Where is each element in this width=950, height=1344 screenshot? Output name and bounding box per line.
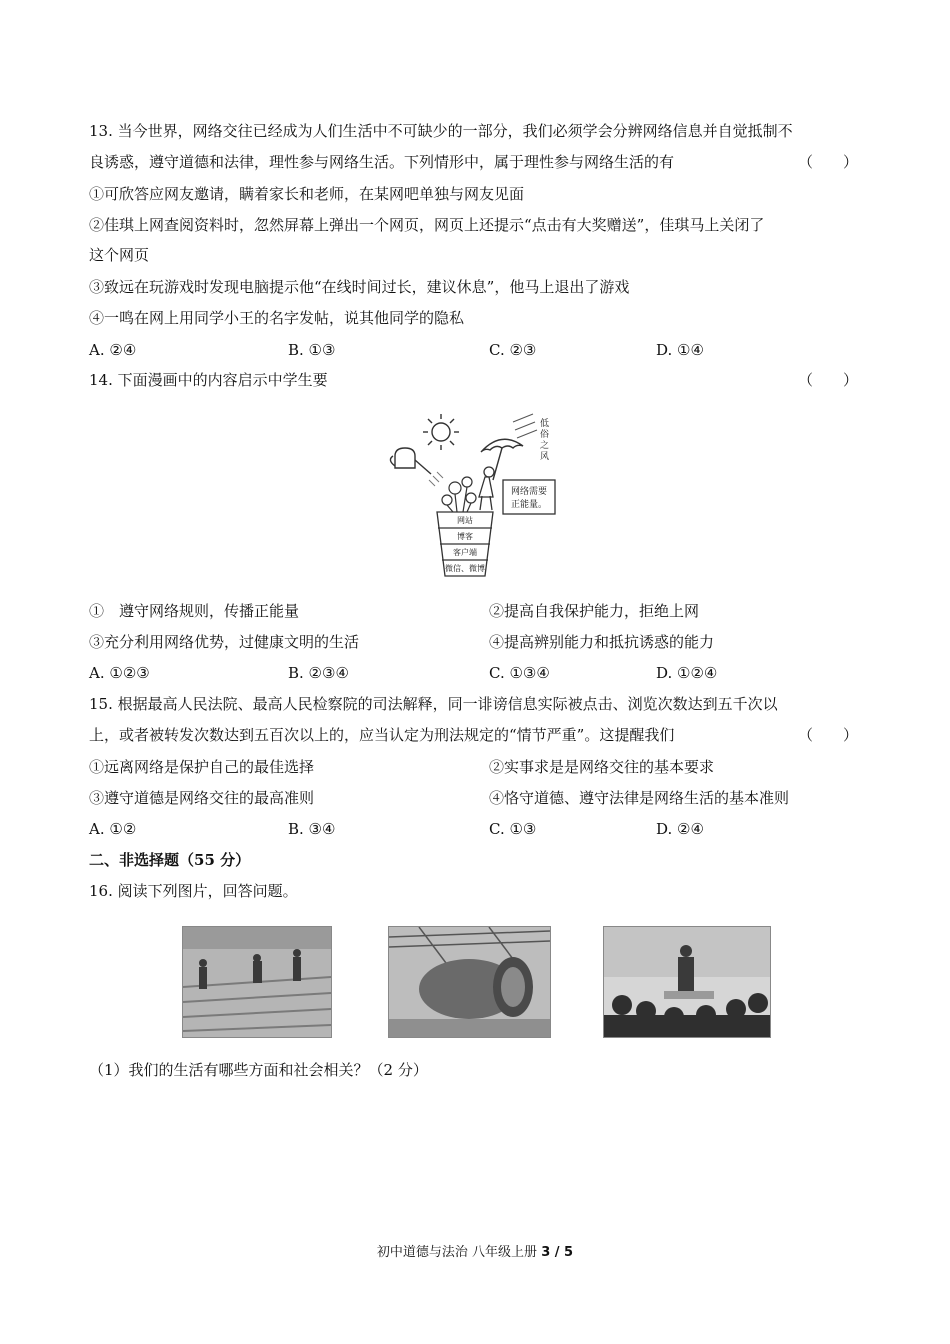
q14-option-d: D. ①②④ [656,664,718,682]
q13-item-4: ④一鸣在网上用同学小王的名字发帖，说其他同学的隐私 [89,309,465,327]
pot-label-blog: 博客 [457,532,473,541]
q13-option-d: D. ①④ [656,341,704,359]
q14-option-b: B. ②③④ [288,664,349,682]
footer-course-text: 初中道德与法治 八年级上册 [376,1245,538,1260]
q16-sub-question-1: （1）我们的生活有哪些方面和社会相关？（2 分） [89,1061,428,1079]
q15-option-b: B. ③④ [288,820,336,838]
q14-item-4: ④提高辨别能力和抵抗诱惑的能力 [489,633,715,651]
q15-item-2: ②实事求是是网络交往的基本要求 [489,758,715,776]
q14-stem: 14. 下面漫画中的内容启示中学生要 [89,371,328,389]
q13-stem-line2: 良诱惑，遵守道德和法律，理性参与网络生活。下列情形中，属于理性参与网络生活的有 [89,153,675,171]
footer-page-number: 3 / 5 [541,1245,574,1260]
side-char-3: 之 [540,441,550,451]
photo-classroom [603,926,771,1038]
q14-answer-paren: （ ） [798,371,859,389]
q15-option-a: A. ①② [89,820,137,838]
q13-item-1: ①可欣答应网友邀请，瞒着家长和老师，在某网吧单独与网友见面 [89,185,525,203]
side-char-1: 低 [540,419,550,429]
q13-option-a: A. ②④ [89,341,137,359]
sun-icon [423,414,459,450]
side-char-2: 俗 [540,430,550,440]
q15-answer-paren: （ ） [798,726,859,744]
person-figure [479,467,494,510]
q14-option-c: C. ①③④ [489,664,550,682]
photo-machinery [388,926,551,1038]
side-char-4: 风 [540,452,550,462]
q13-item-2: ②佳琪上网查阅资料时，忽然屏幕上弹出一个网页，网页上还提示“点击有大奖赠送”，佳琪马上关闭了 [89,216,765,234]
pot-label-website: 网站 [457,516,473,525]
flowers-icon [442,477,476,512]
q15-stem-line1: 15. 根据最高人民法院、最高人民检察院的司法解释，同一诽谤信息实际被点击、浏览次数达到五千次以 [89,695,778,713]
positive-energy-sign [503,480,555,514]
q14-item-1: ① 遵守网络规则，传播正能量 [89,602,300,620]
watering-can-icon [390,448,431,474]
sign-line-1: 网络需要 [510,487,548,497]
q15-item-1: ①远离网络是保护自己的最佳选择 [89,758,315,776]
q14-item-2: ②提高自我保护能力，拒绝上网 [489,602,700,620]
pot-label-client: 客户端 [453,548,477,557]
q15-option-c: C. ①③ [489,820,537,838]
pot-label-wechat-weibo: 微信、微博 [445,564,485,573]
cartoon-illustration [385,410,565,582]
q16-stem: 16. 阅读下列图片，回答问题。 [89,882,298,900]
q13-item-3: ③致远在玩游戏时发现电脑提示他“在线时间过长，建议休息”，他马上退出了游戏 [89,278,630,296]
vulgar-wind-text [540,418,549,462]
q13-stem-line1: 13. 当今世界，网络交往已经成为人们生活中不可缺少的一部分，我们必须学会分辨网络信息并自觉抵制不 [89,122,793,140]
q15-item-3: ③遵守道德是网络交往的最高准则 [89,789,315,807]
q13-option-c: C. ②③ [489,341,537,359]
section-title: 二、非选择题（55 分） [89,851,251,869]
q13-item-2-cont: 这个网页 [89,246,150,264]
wind-lines [513,414,537,438]
sign-line-2: 正能量。 [510,500,548,510]
q15-option-d: D. ②④ [656,820,704,838]
q13-answer-paren: （ ） [798,153,859,171]
q15-item-4: ④恪守道德、遵守法律是网络生活的基本准则 [489,789,790,807]
q13-option-b: B. ①③ [288,341,336,359]
q14-option-a: A. ①②③ [89,664,150,682]
page-footer [0,1244,950,1262]
q15-stem-line2: 上，或者被转发次数达到五百次以上的，应当认定为刑法规定的“情节严重”。这提醒我们 [89,726,675,744]
water-drops [429,472,443,486]
q14-item-3: ③充分利用网络优势，过健康文明的生活 [89,633,360,651]
photo-farm-field [182,926,332,1038]
